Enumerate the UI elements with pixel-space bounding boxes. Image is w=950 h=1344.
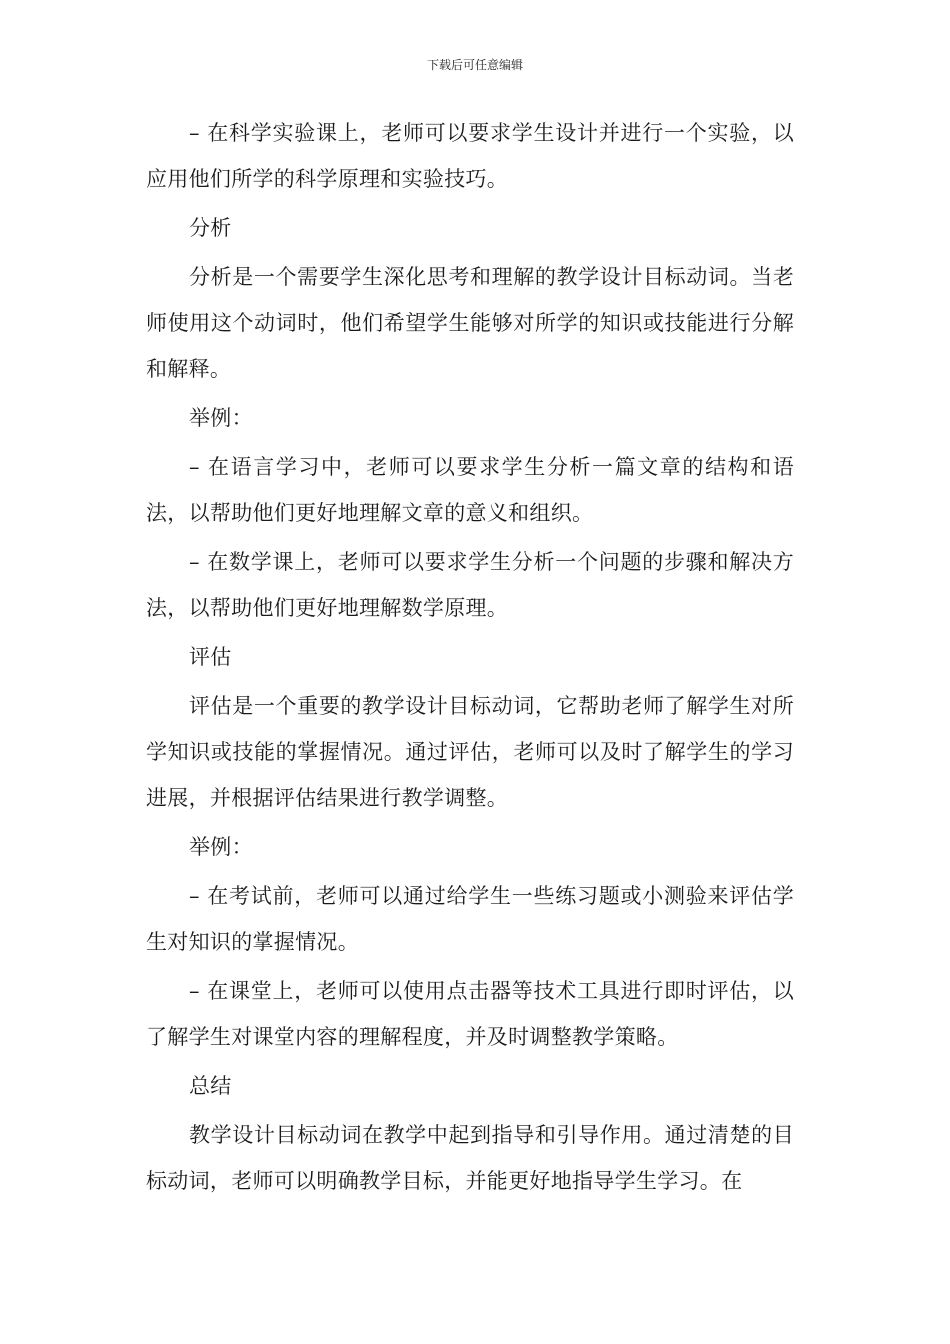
paragraph-analysis-definition: 分析是一个需要学生深化思考和理解的教学设计目标动词。当老师使用这个动词时，他们希望学生能够对所学的知识或技能进行分解和解释。 xyxy=(146,265,794,381)
section-heading-summary: 总结 xyxy=(189,1074,232,1098)
section-heading-analysis: 分析 xyxy=(189,216,232,240)
page-header-note: 下载后可任意编辑 xyxy=(426,58,523,72)
paragraph-language-example: – 在语言学习中，老师可以要求学生分析一篇文章的结构和语法，以帮助他们更好地理解文章的意义和组织。 xyxy=(146,455,794,525)
document-body xyxy=(146,110,794,1207)
paragraph-evaluation-definition: 评估是一个重要的教学设计目标动词，它帮助老师了解学生对所学知识或技能的掌握情况。通过评估，老师可以及时了解学生的学习进展，并根据评估结果进行教学调整。 xyxy=(146,694,794,810)
paragraph-exam-example: – 在考试前，老师可以通过给学生一些练习题或小测验来评估学生对知识的掌握情况。 xyxy=(146,884,794,954)
examples-label: 举例： xyxy=(189,835,253,859)
section-heading-evaluation: 评估 xyxy=(189,645,232,669)
paragraph-science-experiment-example: – 在科学实验课上，老师可以要求学生设计并进行一个实验，以应用他们所学的科学原理和实验技巧。 xyxy=(146,121,794,191)
paragraph-math-example: – 在数学课上，老师可以要求学生分析一个问题的步骤和解决方法，以帮助他们更好地理解数学原理。 xyxy=(146,550,794,620)
examples-label: 举例： xyxy=(189,406,253,430)
paragraph-classroom-example: – 在课堂上，老师可以使用点击器等技术工具进行即时评估，以了解学生对课堂内容的理解程度，并及时调整教学策略。 xyxy=(146,979,794,1049)
paragraph-summary: 教学设计目标动词在教学中起到指导和引导作用。通过清楚的目标动词，老师可以明确教学目标，并能更好地指导学生学习。在 xyxy=(146,1123,794,1193)
